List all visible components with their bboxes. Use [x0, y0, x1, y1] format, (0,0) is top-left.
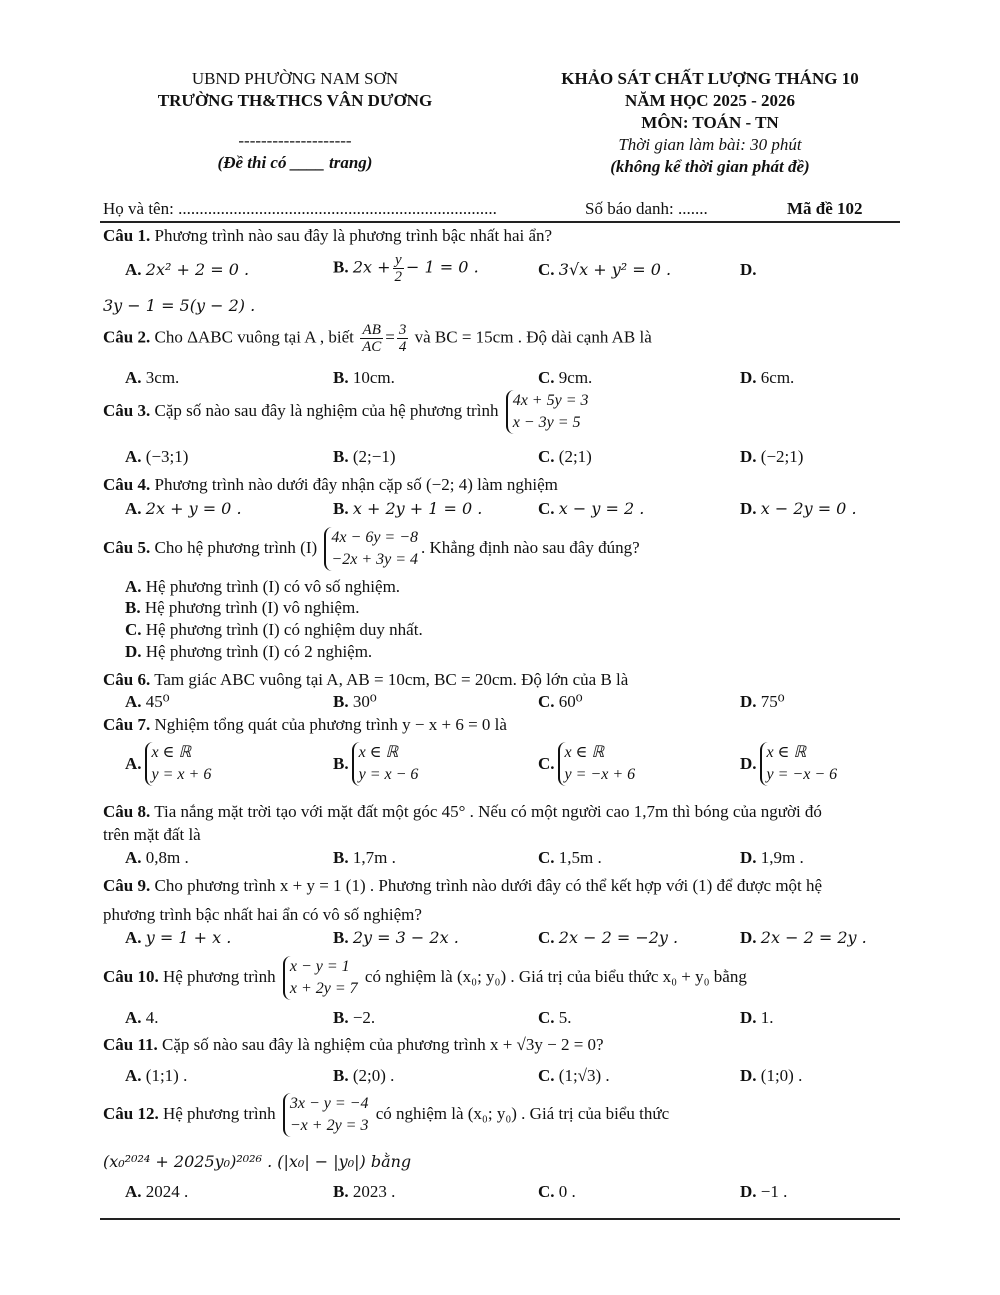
exam-code: Mã đề 102: [787, 199, 863, 218]
equation-system: 4x + 5y = 3 x − 3y = 5: [506, 390, 589, 434]
option-b[interactable]: B. 2y = 3 − 2x .: [333, 928, 459, 947]
question-label: Câu 1.: [103, 226, 151, 245]
option-b[interactable]: B. (2;0) .: [333, 1066, 395, 1085]
question-6: Câu 6. Tam giác ABC vuông tại A, AB = 10cm, BC = 20cm. Độ lớn của B là: [103, 670, 629, 689]
option-c[interactable]: C. (1;√3) .: [538, 1066, 610, 1085]
option-a[interactable]: A. 45⁰: [125, 692, 170, 711]
page-count-note: (Đề thi có ____ trang): [217, 153, 373, 172]
school-year: NĂM HỌC 2025 - 2026: [625, 91, 795, 110]
equation-system: x − y = 1 x + 2y = 7: [283, 956, 358, 1000]
option-c[interactable]: C. x ∈ ℝ y = −x + 6: [538, 742, 638, 786]
option-c[interactable]: C. 2x − 2 = −2y .: [538, 928, 679, 947]
option-d[interactable]: D. 1.: [740, 1008, 774, 1027]
school-header: [120, 68, 470, 174]
school-name: TRƯỜNG TH&THCS VÂN DƯƠNG: [157, 91, 433, 110]
option-a[interactable]: A. (−3;1): [125, 447, 189, 466]
option-a[interactable]: A. 2024 .: [125, 1182, 189, 1201]
option-d[interactable]: D. x − 2y = 0 .: [740, 499, 857, 518]
option-d[interactable]: D. 75⁰: [740, 692, 785, 711]
option-c[interactable]: C. 60⁰: [538, 692, 583, 711]
exam-title: KHẢO SÁT CHẤT LƯỢNG THÁNG 10: [561, 69, 859, 88]
candidate-number-field[interactable]: Số báo danh: .......: [585, 199, 708, 218]
option-d[interactable]: D. (−2;1): [740, 447, 804, 466]
option-d-value[interactable]: 3y − 1 = 5(y − 2) .: [103, 296, 256, 315]
question-10: Câu 10. Hệ phương trình x − y = 1 x + 2y = 7 có nghiệm là (x₀; y₀) . Giá trị của biểu thức x₀ + y₀ bằng: [103, 956, 747, 1000]
question-11: Câu 11. Cặp số nào sau đây là nghiệm của phương trình x + √3y − 2 = 0?: [103, 1035, 604, 1054]
option-a[interactable]: A. 2x² + 2 = 0 .: [125, 260, 250, 279]
option-b[interactable]: B. 1,7m .: [333, 848, 396, 867]
option-d[interactable]: D.: [740, 260, 757, 279]
top-rule: [100, 221, 900, 223]
district-name: UBND PHƯỜNG NAM SƠN: [191, 69, 399, 88]
time-limit: Thời gian làm bài: 30 phút: [618, 135, 802, 154]
question-1: [103, 226, 552, 246]
question-9-cont: phương trình bậc nhất hai ẩn có vô số nghiệm?: [103, 905, 422, 924]
option-c[interactable]: C. 0 .: [538, 1182, 576, 1201]
option-a[interactable]: A. Hệ phương trình (I) có vô số nghiệm.: [125, 577, 401, 596]
option-b[interactable]: B. x + 2y + 1 = 0 .: [333, 499, 483, 518]
question-12: Câu 12. Hệ phương trình 3x − y = −4 −x + 2y = 3 có nghiệm là (x₀; y₀) . Giá trị của biểu thức: [103, 1093, 669, 1137]
question-12-cont: (x₀²⁰²⁴ + 2025y₀)²⁰²⁶ . (|x₀| − |y₀|) bằng: [103, 1152, 412, 1171]
option-d[interactable]: D. x ∈ ℝ y = −x − 6: [740, 742, 840, 786]
option-a[interactable]: A. 3cm.: [125, 368, 180, 387]
option-c[interactable]: C. (2;1): [538, 447, 592, 466]
option-d[interactable]: D. 6cm.: [740, 368, 795, 387]
option-c[interactable]: C. 3√x + y² = 0 .: [538, 260, 672, 279]
question-8: Câu 8. Tia nắng mặt trời tạo với mặt đất một góc 45° . Nếu có một người cao 1,7m thì bóng của người đó: [103, 802, 822, 821]
option-b[interactable]: B. 2x + $\frac{y}{2}$ − 1 = 0 .: [333, 252, 479, 285]
question-9: Câu 9. Cho phương trình x + y = 1 (1) . Phương trình nào dưới đây có thể kết hợp với (1) để được một hệ: [103, 876, 823, 895]
option-b[interactable]: B. (2;−1): [333, 447, 396, 466]
option-a[interactable]: A. 4.: [125, 1008, 159, 1027]
option-d[interactable]: D. −1 .: [740, 1182, 788, 1201]
option-a[interactable]: A. (1;1) .: [125, 1066, 188, 1085]
subject: MÔN: TOÁN - TN: [641, 113, 779, 132]
option-c[interactable]: C. 1,5m .: [538, 848, 602, 867]
time-note: (không kể thời gian phát đề): [610, 157, 810, 176]
bottom-rule: [100, 1218, 900, 1220]
option-b[interactable]: B. 30⁰: [333, 692, 377, 711]
option-b[interactable]: B. 2023 .: [333, 1182, 396, 1201]
question-5: Câu 5. Cho hệ phương trình (I) 4x − 6y = −8 −2x + 3y = 4 . Khẳng định nào sau đây đúng?: [103, 527, 640, 571]
question-3: Câu 3. Cặp số nào sau đây là nghiệm của hệ phương trình 4x + 5y = 3 x − 3y = 5: [103, 390, 592, 434]
option-c[interactable]: C. Hệ phương trình (I) có nghiệm duy nhất.: [125, 620, 423, 639]
option-b[interactable]: B. Hệ phương trình (I) vô nghiệm.: [125, 598, 360, 617]
question-text: Phương trình nào sau đây là phương trình bậc nhất hai ẩn?: [154, 226, 553, 245]
option-a[interactable]: A. 0,8m .: [125, 848, 189, 867]
option-a[interactable]: A. y = 1 + x .: [125, 928, 232, 947]
student-name-field[interactable]: Họ và tên: ...........................................................................: [103, 199, 497, 218]
exam-header: [520, 68, 900, 178]
option-c[interactable]: C. x − y = 2 .: [538, 499, 645, 518]
equation-system: 4x − 6y = −8 −2x + 3y = 4: [324, 527, 418, 571]
option-c[interactable]: C. 9cm.: [538, 368, 593, 387]
question-4: Câu 4. Phương trình nào dưới đây nhận cặp số (−2; 4) làm nghiệm: [103, 475, 558, 494]
equation-system: 3x − y = −4 −x + 2y = 3: [283, 1093, 369, 1137]
option-a[interactable]: A. x ∈ ℝ y = x + 6: [125, 742, 214, 786]
question-7: Câu 7. Nghiệm tổng quát của phương trình y − x + 6 = 0 là: [103, 715, 507, 734]
option-d[interactable]: D. (1;0) .: [740, 1066, 803, 1085]
option-c[interactable]: C. 5.: [538, 1008, 572, 1027]
option-b[interactable]: B. 10cm.: [333, 368, 395, 387]
option-d[interactable]: D. Hệ phương trình (I) có 2 nghiệm.: [125, 642, 373, 661]
question-2: Câu 2. Cho ΔABC vuông tại A , biết $\frac{AB}{AC}$ = $\frac{3}{4}$ và BC = 15cm . Độ dài cạnh AB là: [103, 322, 652, 355]
header-divider: --------------------: [238, 131, 352, 150]
option-d[interactable]: D. 1,9m .: [740, 848, 804, 867]
option-a[interactable]: A. 2x + y = 0 .: [125, 499, 242, 518]
option-b[interactable]: B. −2.: [333, 1008, 376, 1027]
option-b[interactable]: B. x ∈ ℝ y = x − 6: [333, 742, 421, 786]
option-d[interactable]: D. 2x − 2 = 2y .: [740, 928, 867, 947]
question-8-cont: trên mặt đất là: [103, 825, 201, 844]
